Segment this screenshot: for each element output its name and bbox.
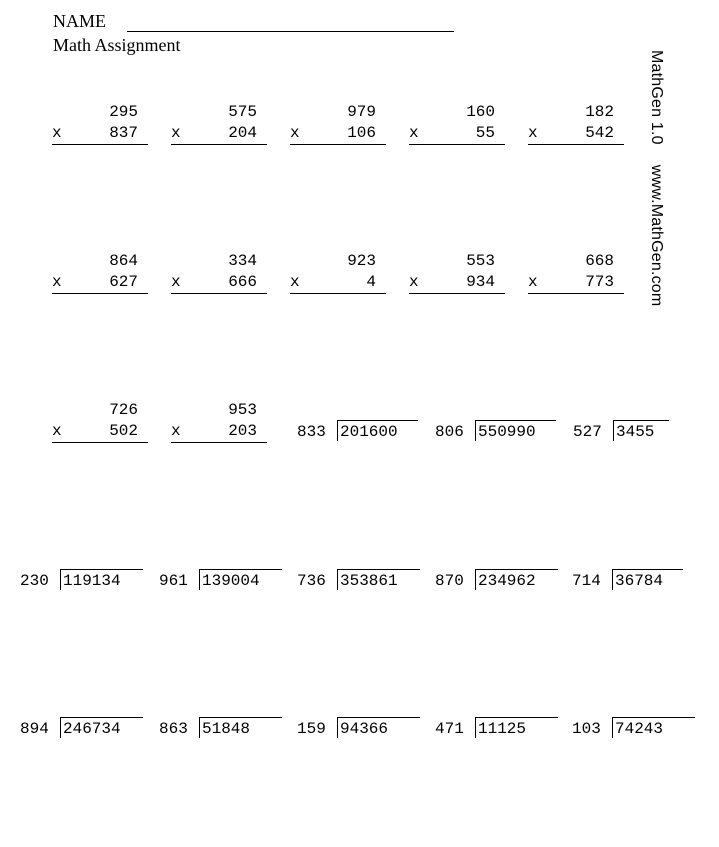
divisor: 159 bbox=[297, 720, 326, 738]
multiplier: 627 bbox=[109, 273, 138, 291]
divisor: 863 bbox=[159, 720, 188, 738]
multiplication-problem bbox=[52, 401, 148, 445]
dividend: 74243 bbox=[615, 720, 664, 738]
assignment-title: Math Assignment bbox=[53, 35, 181, 55]
multiply-operator: x bbox=[528, 124, 538, 142]
multiply-operator: x bbox=[171, 422, 181, 440]
multiply-operator: x bbox=[409, 124, 419, 142]
multiplication-problem bbox=[290, 103, 386, 147]
multiply-operator: x bbox=[290, 124, 300, 142]
divisor: 894 bbox=[20, 720, 49, 738]
multiplication-problem bbox=[52, 103, 148, 147]
answer-line bbox=[171, 144, 267, 145]
multiplicand: 668 bbox=[585, 252, 614, 270]
multiplicand: 160 bbox=[466, 103, 495, 121]
multiplier: 542 bbox=[585, 124, 614, 142]
multiply-operator: x bbox=[290, 273, 300, 291]
answer-line bbox=[290, 293, 386, 294]
multiplier: 106 bbox=[347, 124, 376, 142]
divisor: 103 bbox=[572, 720, 601, 738]
divisor: 961 bbox=[159, 572, 188, 590]
multiplicand: 864 bbox=[109, 252, 138, 270]
dividend: 246734 bbox=[63, 720, 121, 738]
multiplication-problem bbox=[290, 252, 386, 296]
multiply-operator: x bbox=[52, 124, 62, 142]
multiplier: 203 bbox=[228, 422, 257, 440]
dividend: 119134 bbox=[63, 572, 121, 590]
version-label: MathGen 1.0 bbox=[648, 50, 665, 145]
multiplier: 204 bbox=[228, 124, 257, 142]
multiplier: 502 bbox=[109, 422, 138, 440]
dividend: 139004 bbox=[202, 572, 260, 590]
multiplicand: 923 bbox=[347, 252, 376, 270]
side-watermark bbox=[645, 50, 667, 306]
dividend: 234962 bbox=[478, 572, 536, 590]
multiplier: 773 bbox=[585, 273, 614, 291]
multiplicand: 953 bbox=[228, 401, 257, 419]
website-label: www.MathGen.com bbox=[648, 164, 665, 307]
multiplicand: 979 bbox=[347, 103, 376, 121]
multiplier: 837 bbox=[109, 124, 138, 142]
dividend: 201600 bbox=[340, 423, 398, 441]
multiply-operator: x bbox=[409, 273, 419, 291]
multiplier: 934 bbox=[466, 273, 495, 291]
multiply-operator: x bbox=[52, 273, 62, 291]
answer-line bbox=[171, 442, 267, 443]
multiplication-problem bbox=[171, 252, 267, 296]
multiplicand: 295 bbox=[109, 103, 138, 121]
divisor: 806 bbox=[435, 423, 464, 441]
multiplicand: 553 bbox=[466, 252, 495, 270]
name-label: NAME bbox=[53, 11, 106, 31]
multiplier: 666 bbox=[228, 273, 257, 291]
multiplication-problem bbox=[409, 103, 505, 147]
divisor: 870 bbox=[435, 572, 464, 590]
multiplicand: 726 bbox=[109, 401, 138, 419]
divisor: 736 bbox=[297, 572, 326, 590]
multiplication-problem bbox=[409, 252, 505, 296]
multiply-operator: x bbox=[528, 273, 538, 291]
answer-line bbox=[409, 293, 505, 294]
multiplier: 4 bbox=[366, 273, 376, 291]
answer-line bbox=[528, 293, 624, 294]
multiply-operator: x bbox=[171, 273, 181, 291]
divisor: 833 bbox=[297, 423, 326, 441]
dividend: 3455 bbox=[616, 423, 655, 441]
answer-line bbox=[52, 293, 148, 294]
answer-line bbox=[528, 144, 624, 145]
answer-line bbox=[290, 144, 386, 145]
answer-line bbox=[171, 293, 267, 294]
multiplication-problem bbox=[171, 401, 267, 445]
multiply-operator: x bbox=[171, 124, 181, 142]
dividend: 11125 bbox=[478, 720, 527, 738]
divisor: 471 bbox=[435, 720, 464, 738]
multiplication-problem bbox=[528, 103, 624, 147]
answer-line bbox=[52, 144, 148, 145]
answer-line bbox=[52, 442, 148, 443]
multiplicand: 575 bbox=[228, 103, 257, 121]
divisor: 230 bbox=[20, 572, 49, 590]
dividend: 36784 bbox=[615, 572, 664, 590]
dividend: 51848 bbox=[202, 720, 251, 738]
multiplicand: 182 bbox=[585, 103, 614, 121]
dividend: 353861 bbox=[340, 572, 398, 590]
answer-line bbox=[409, 144, 505, 145]
multiply-operator: x bbox=[52, 422, 62, 440]
dividend: 550990 bbox=[478, 423, 536, 441]
multiplication-problem bbox=[171, 103, 267, 147]
divisor: 714 bbox=[572, 572, 601, 590]
multiplicand: 334 bbox=[228, 252, 257, 270]
multiplier: 55 bbox=[475, 124, 495, 142]
name-blank-line[interactable] bbox=[127, 31, 454, 32]
multiplication-problem bbox=[52, 252, 148, 296]
divisor: 527 bbox=[573, 423, 602, 441]
dividend: 94366 bbox=[340, 720, 389, 738]
multiplication-problem bbox=[528, 252, 624, 296]
